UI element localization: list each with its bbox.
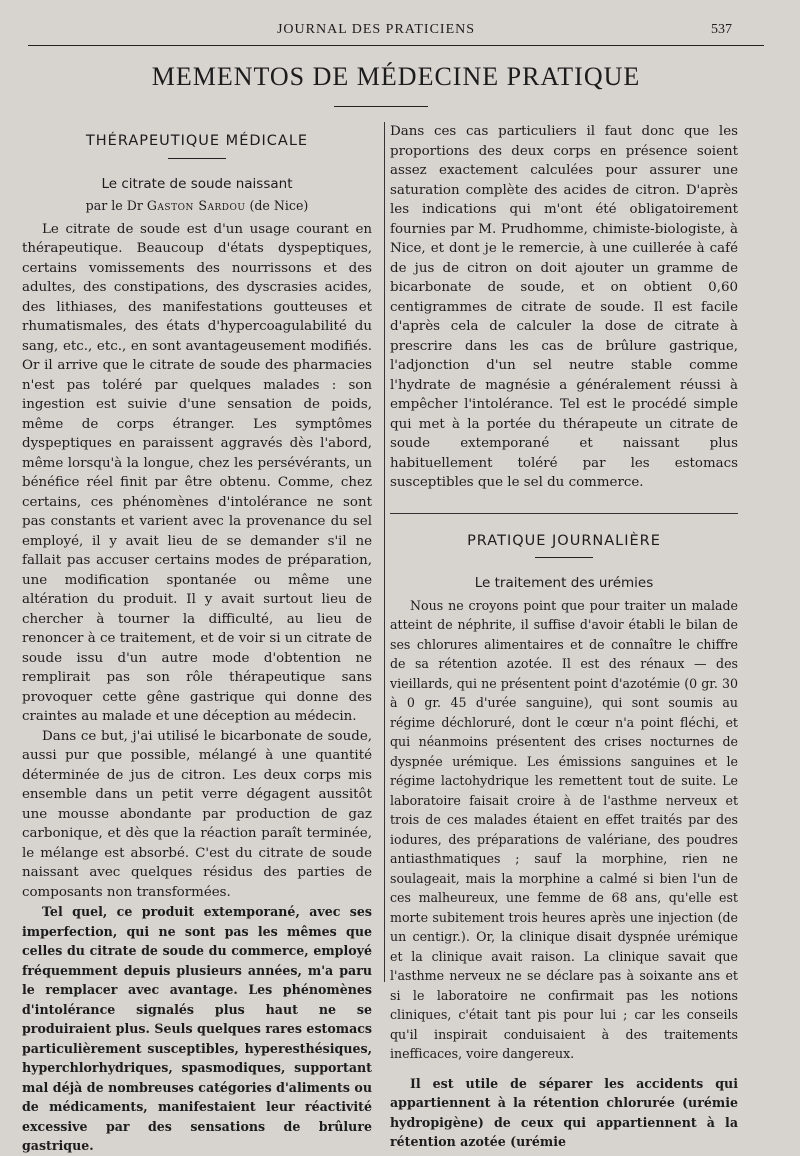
- paragraph: Tel quel, ce produit extemporané, avec ses imperfection, qui ne sont pas les mêmes que celles du citrate de soude du commerce, employé fréquemment depuis plusieurs années, m'a paru le remplacer avec avantage. Les phénomènes d'intolérance signalés plus haut ne se produiraient plus. Seuls quelques rares estomacs particulièrement susceptibles, hyperesthésiques, hyperchlorhydriques, spasmodiques, supportant mal déjà de nombreuses catégories d'aliments ou de médicaments, manifestaient leur réactivité excessive par des sensations de brûlure gastrique.: [22, 904, 372, 1153]
- section-title-pratique: PRATIQUE JOURNALIÈRE: [467, 532, 661, 549]
- main-title: MEMENTOS DE MÉDECINE PRATIQUE: [151, 62, 641, 91]
- paragraph: Nous ne croyons point que pour traiter un malade atteint de néphrite, il suffise d'avoir établi le bilan de ses chlorures alimentaires et de connaître le chiffre de sa rétention azotée. Il est des rénaux — des vieillards, qui ne présentent point d'azotémie (0 gr. 30 à 0 gr. 45 d'urée sanguine), qui sont soumis au régime déchloruré, dont le cœur n'a point fléchi, et qui néanmoins présentent des crises nocturnes de dyspnée urémique. Les émissions sanguines et le régime lactohydrique les remettent tout de suite. Le laboratoire faisait croire à de l'asthme nerveux et trois de ces malades étaient en effet traités par des iodures, des préparations de valériane, des poudres antiasthmatiques ; sauf la morphine, rien ne soulageait, mais la morphine a calmé si bien l'un de ces malheureux, une femme de 68 ans, qu'elle est morte subitement trois heures après une injection (de un centigr.). Or, la clinique disait dyspnée urémique et la clinique avait raison. La clinique savait que l'asthme nerveux ne se déclare pas à soixante ans et si le laboratoire ne confirmait pas les notions cliniques, c'était tant pis pour lui ; car les conseils qu'il inspirait conduisaient à des traitements inefficaces, voire dangereux.: [390, 597, 738, 1061]
- running-head-title: JOURNAL DES PRATICIENS: [276, 22, 476, 37]
- section-separator: [390, 513, 738, 514]
- article-title-citrate: Le citrate de soude naissant: [101, 175, 293, 192]
- byline-prefix: par le Dr: [85, 198, 147, 213]
- paragraph: Le citrate de soude est d'un usage courant en thérapeutique. Beaucoup d'états dyspeptiques, certains vomissements des nourrissons et des adultes, des constipations, des dyscrasies acides, des lithiases, des manifestations goutteuses et rhumatismales, des états d'hypercoagulabilité du sang, etc., etc., en sont avantageusement modifiés. Or il arrive que le citrate de soude des pharmacies n'est pas toléré par quelques malades : son ingestion est suivie d'une sensation de poids, même de corps étranger. Les symptômes dyspeptiques en paraissent aggravés dès l'abord, même lorsqu'à la longue, chez les persévérants, un bénéfice réel finit par être obtenu. Comme, chez certains, ces phénomènes d'intolérance ne sont pas constants et varient avec la provenance du sel employé, il y avait lieu de se demander s'il ne fallait pas accuser certains modes de préparation, une modification spontanée ou même une altération du produit. Il y avait surtout lieu de chercher à tourner la difficulté, au lieu de renoncer à ce traitement, et de voir si un citrate de soude issu d'un autre mode d'obtention ne remplirait pas son rôle thérapeutique sans provoquer cette gêne gastrique qui donne des craintes au malade et une déception au médecin.: [22, 221, 372, 724]
- section-title-therapeutique: THÉRAPEUTIQUE MÉDICALE: [85, 133, 309, 149]
- page-number: 537: [711, 22, 732, 37]
- header-rule: [28, 45, 764, 46]
- section-rule: [168, 158, 226, 159]
- article-title-uremies: Le traitement des urémies: [474, 575, 654, 591]
- column-divider: [384, 122, 385, 982]
- byline: [22, 196, 372, 216]
- title-underline: [334, 106, 428, 107]
- paragraph: Il est utile de séparer les accidents qui appartiennent à la rétention chlorurée (urémie hydropigène) de ceux qui appartiennent à la rétention azotée (urémie: [390, 1075, 738, 1149]
- author-name: Gaston Sardou: [146, 198, 246, 213]
- paragraph-continuation: Dans ces cas particuliers il faut donc que les proportions des deux corps en présence soient assez exactement calculées pour assurer une saturation complète des acides de citron. D'après les indications qui m'ont été obligatoirement fournies par M. Prudhomme, chimiste-biologiste, à Nice, et dont je le remercie, à une cuillerée à café de jus de citron on doit ajouter un gramme de bicarbonate de soude, et on obtient 0,60 centigrammes de citrate de soude. Il est facile d'après cela de calculer la dose de citrate à prescrire dans les cas de brûlure gastrique, l'adjonction d'un sel neutre stable comme l'hydrate de magnésie a généralement réussi à empêcher l'intolérance. Tel est le procédé simple qui met à la portée du thérapeute un citrate de soude extemporané et naissant plus habituellement toléré par les estomacs susceptibles que le sel du commerce.: [390, 124, 738, 490]
- section-rule: [535, 557, 593, 558]
- paragraph: Dans ce but, j'ai utilisé le bicarbonate de soude, aussi pur que possible, mélangé à une quantité déterminée de jus de citron. Les deux corps mis ensemble dans un petit verre dégagent aussitôt une mousse abondante par production de gaz carbonique, et dès que la réaction paraît terminée, le mélange est absorbé. C'est du citrate de soude naissant avec quelques résidus des parties de composants non transformées.: [22, 728, 372, 900]
- left-column: [22, 122, 372, 1156]
- byline-suffix: (de Nice): [245, 198, 309, 213]
- right-column: [390, 122, 738, 1152]
